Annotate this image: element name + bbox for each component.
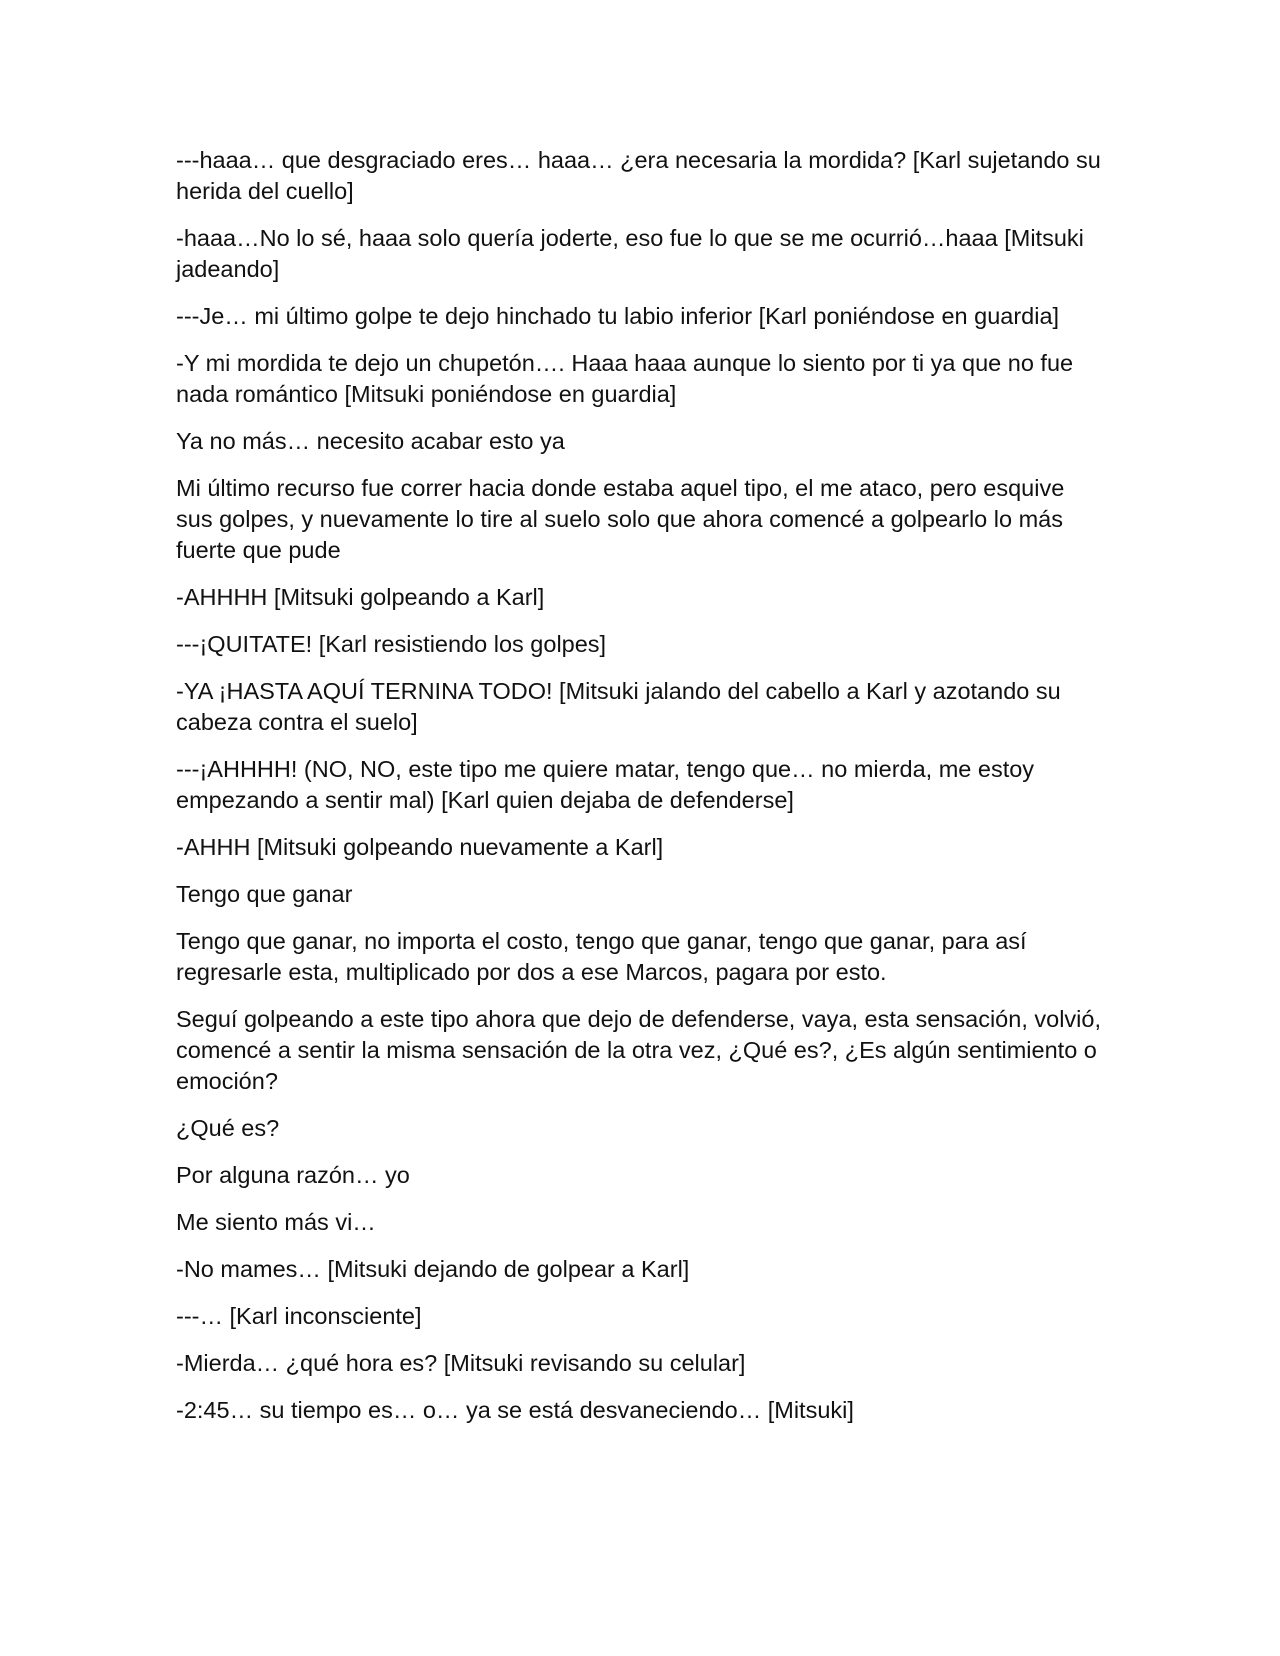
document-body [176,145,1106,1442]
paragraph: -YA ¡HASTA AQUÍ TERNINA TODO! [Mitsuki jalando del cabello a Karl y azotando su cabeza contra el suelo] [176,678,1061,735]
paragraph: -Y mi mordida te dejo un chupetón…. Haaa haaa aunque lo siento por ti ya que no fue nada romántico [Mitsuki poniéndose en guardia] [176,350,1074,407]
paragraph: -Mierda… ¿qué hora es? [Mitsuki revisando su celular] [176,1350,746,1376]
paragraph: Mi último recurso fue correr hacia donde estaba aquel tipo, el me ataco, pero esquive sus golpes, y nuevamente lo tire al suelo solo que ahora comencé a golpearlo lo más fuerte que pude [176,475,1065,563]
paragraph: ---Je… mi último golpe te dejo hinchado tu labio inferior [Karl poniéndose en guardia] [176,303,1060,329]
paragraph: Seguí golpeando a este tipo ahora que dejo de defenderse, vaya, esta sensación, volvió, comencé a sentir la misma sensación de la otra vez, ¿Qué es?, ¿Es algún sentimiento o emoción? [176,1006,1101,1094]
paragraph: ---… [Karl inconsciente] [176,1303,422,1329]
paragraph: -AHHHH [Mitsuki golpeando a Karl] [176,584,545,610]
paragraph: Por alguna razón… yo [176,1162,410,1188]
paragraph: Tengo que ganar [176,881,353,907]
paragraph: Ya no más… necesito acabar esto ya [176,428,565,454]
paragraph: ---¡AHHHH! (NO, NO, este tipo me quiere matar, tengo que… no mierda, me estoy empezando a sentir mal) [Karl quien dejaba de defenderse] [176,756,1035,813]
paragraph: Tengo que ganar, no importa el costo, tengo que ganar, tengo que ganar, para así regresarle esta, multiplicado por dos a ese Marcos, pagara por esto. [176,928,1027,985]
paragraph: -No mames… [Mitsuki dejando de golpear a Karl] [176,1256,690,1282]
paragraph: ---haaa… que desgraciado eres… haaa… ¿era necesaria la mordida? [Karl sujetando su herida del cuello] [176,147,1101,204]
paragraph: -2:45… su tiempo es… o… ya se está desvaneciendo… [Mitsuki] [176,1397,854,1423]
paragraph: Me siento más vi… [176,1209,376,1235]
paragraph: ¿Qué es? [176,1115,280,1141]
paragraph: -haaa…No lo sé, haaa solo quería joderte, eso fue lo que se me ocurrió…haaa [Mitsuki jadeando] [176,225,1084,282]
paragraph: -AHHH [Mitsuki golpeando nuevamente a Karl] [176,834,664,860]
paragraph: ---¡QUITATE! [Karl resistiendo los golpes] [176,631,607,657]
